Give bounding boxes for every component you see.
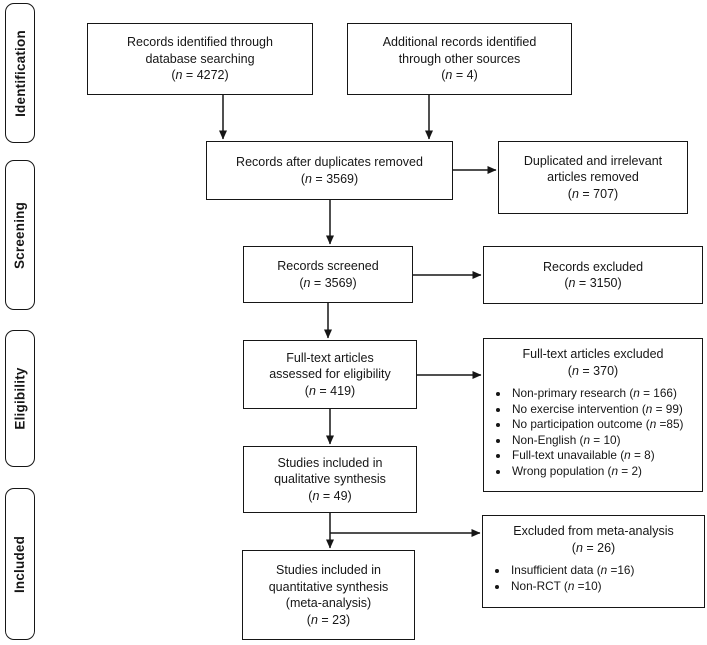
bullet-item: • Non-primary research (n = 166) [510,386,698,402]
bullet-item: • Insufficient data (n =16) [509,563,700,579]
box-text-line: Full-text articles excluded [522,347,664,361]
stage-identification [5,3,35,143]
box-text-line: through other sources [398,51,521,66]
box-text-line: qualitative synthesis [274,472,386,487]
box-text-line: Studies included in [277,455,383,470]
box-text-line: Records identified through [127,35,273,50]
box-text-line: (n = 419) [304,383,356,398]
box-qualitative-synthesis [243,446,417,513]
box-fulltext-excluded [483,338,703,492]
box-records-identified-database [87,23,313,95]
box-records-screened [243,246,413,303]
box-text-line: assessed for eligibility [269,367,391,382]
box-text-line: Full-text articles [286,350,374,365]
box-text-line: articles removed [547,170,639,185]
box-text-line: (n = 3150) [564,276,622,290]
bullet-item: • Non-English (n = 10) [510,433,698,449]
stage-included-label: Included [12,535,28,593]
box-fulltext-assessed [243,340,417,409]
box-text-line: quantitative synthesis [268,579,389,594]
box-text-line: Additional records identified [382,35,537,50]
bullet-item: • Non-RCT (n =10) [509,579,700,595]
box-text-line: Records screened [277,259,379,273]
box-text-line: Records excluded [542,259,644,274]
box-text-line: (n = 707) [567,186,619,201]
box-duplicated-irrelevant-removed [498,141,688,214]
stage-eligibility [5,330,35,467]
box-additional-records-other-sources [347,23,572,95]
bullet-item: • No participation outcome (n =85) [510,417,698,433]
stage-screening-label: Screening [12,201,28,269]
box-text-line: Studies included in [276,563,381,577]
box-text-line: (n = 23) [306,612,351,627]
stage-identification-label: Identification [12,29,28,117]
box-text-line: (n = 4272) [171,68,229,83]
stage-screening [5,160,35,310]
box-text-line: Excluded from meta-analysis [513,524,674,538]
box-text-line: (meta-analysis) [285,596,372,610]
bullet-item: • Full-text unavailable (n = 8) [510,448,698,464]
box-text-line: (n = 4) [441,68,478,83]
bullet-item: • Wrong population (n = 2) [510,464,698,480]
box-records-excluded [483,246,703,304]
box-text-line: database searching [145,51,255,66]
box-excluded-from-meta-analysis [482,515,705,608]
box-records-after-duplicates-removed [206,141,453,200]
box-quantitative-synthesis [242,550,415,640]
box-text-line: Records after duplicates removed [236,155,423,169]
bullet-list [483,563,704,594]
box-text-line: Duplicated and irrelevant [523,153,663,168]
stage-included [5,488,35,640]
bullet-item: • No exercise intervention (n = 99) [510,402,698,418]
box-text-line: (n = 370) [567,363,619,378]
box-text-line: (n = 49) [308,488,352,503]
box-text-line: (n = 26) [571,540,616,555]
box-text-line: (n = 3569) [300,171,359,186]
bullet-list [484,386,702,479]
stage-eligibility-label: Eligibility [12,367,28,430]
box-text-line: (n = 3569) [299,275,357,290]
